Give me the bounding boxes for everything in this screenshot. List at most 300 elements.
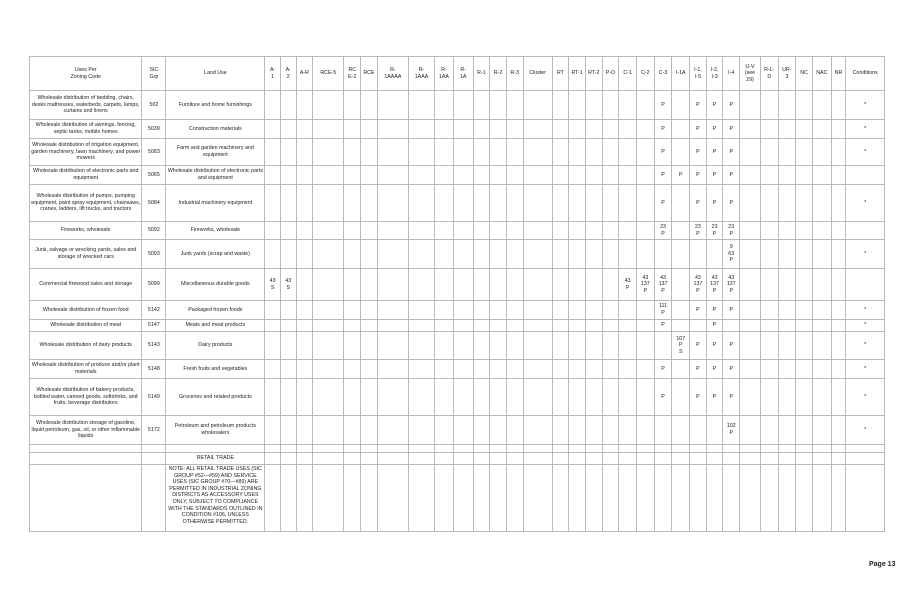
zone-cell	[377, 332, 408, 360]
zone-cell	[313, 301, 344, 320]
zone-cell	[602, 465, 619, 532]
zone-cell	[313, 465, 344, 532]
use-cell	[30, 445, 142, 453]
zone-cell	[831, 120, 846, 139]
zone-cell	[569, 166, 586, 185]
zone-cell	[296, 120, 313, 139]
zone-cell	[473, 360, 490, 379]
zone-cell	[778, 445, 796, 453]
zone-cell: P	[723, 166, 740, 185]
zone-cell	[760, 139, 778, 166]
land-use-cell: NOTE: ALL RETAIL TRADE USES (SIC GROUP #52—#59) AND SERVICE USES (SIC GROUP #70—#89) ARE PERMITTED IN INDUSTRIAL ZONING DISTRICTS AS ACCESSORY USES ONLY, SUBJECT TO COMPLIANCE WITH THE STANDARDS OUTLINED IN CONDITION #106, UNLESS OTHERWISE PERMITTED.	[166, 465, 265, 532]
land-use-cell: Construction materials	[166, 120, 265, 139]
zone-cell: P	[690, 360, 707, 379]
zone-cell	[280, 332, 296, 360]
zone-cell	[361, 301, 378, 320]
zone-cell	[473, 240, 490, 269]
zone-cell	[636, 120, 654, 139]
zone-cell	[760, 332, 778, 360]
zone-cell	[760, 416, 778, 445]
zone-header: Cluster	[523, 57, 552, 91]
zone-cell	[453, 91, 473, 120]
zone-cell	[740, 445, 761, 453]
conditions-cell: *	[846, 332, 885, 360]
zone-cell: 43 137 P	[654, 269, 672, 301]
zone-cell: P	[690, 332, 707, 360]
zone-cell	[361, 120, 378, 139]
zone-cell	[654, 445, 672, 453]
zone-cell	[344, 332, 361, 360]
sic-cell: 5083	[142, 139, 166, 166]
zone-cell	[654, 453, 672, 465]
zone-cell: 43 137 P	[636, 269, 654, 301]
zone-cell: P	[706, 120, 723, 139]
sic-cell	[142, 453, 166, 465]
zone-cell	[760, 445, 778, 453]
zone-header: NR	[831, 57, 846, 91]
zone-cell	[280, 445, 296, 453]
zone-cell	[377, 416, 408, 445]
zone-header: RT-1	[569, 57, 586, 91]
table-row	[30, 360, 885, 379]
zone-cell	[723, 320, 740, 332]
zone-cell	[831, 453, 846, 465]
zone-cell	[265, 120, 281, 139]
zone-cell	[361, 185, 378, 222]
zone-cell	[408, 240, 434, 269]
zone-cell	[723, 445, 740, 453]
zone-cell	[453, 453, 473, 465]
zone-cell: P	[723, 120, 740, 139]
zone-cell	[796, 379, 813, 416]
zone-header: R- 1AA	[435, 57, 454, 91]
zone-cell: P	[723, 360, 740, 379]
zone-cell	[490, 166, 507, 185]
zone-cell	[490, 91, 507, 120]
sic-cell: 5147	[142, 320, 166, 332]
zone-cell	[490, 332, 507, 360]
zone-cell	[506, 222, 523, 240]
zone-cell	[831, 379, 846, 416]
zone-cell	[740, 240, 761, 269]
zone-cell	[523, 269, 552, 301]
zone-cell	[552, 416, 569, 445]
zone-cell	[265, 222, 281, 240]
zone-cell	[831, 185, 846, 222]
zone-cell	[569, 416, 586, 445]
zone-cell	[740, 320, 761, 332]
zone-cell: 43 P	[619, 269, 637, 301]
zone-cell	[585, 465, 602, 532]
zone-cell	[812, 120, 831, 139]
zone-cell	[473, 269, 490, 301]
zone-cell	[523, 301, 552, 320]
zone-cell	[313, 332, 344, 360]
zone-cell: P	[672, 166, 690, 185]
zone-cell	[690, 320, 707, 332]
zone-cell	[552, 222, 569, 240]
zone-cell	[408, 379, 434, 416]
zone-cell	[796, 166, 813, 185]
zone-cell	[473, 185, 490, 222]
zone-cell	[377, 320, 408, 332]
zone-cell	[453, 301, 473, 320]
zone-cell: P	[690, 139, 707, 166]
zone-cell	[344, 120, 361, 139]
zone-cell	[706, 240, 723, 269]
zone-cell	[265, 416, 281, 445]
zone-cell	[690, 465, 707, 532]
zone-cell	[523, 416, 552, 445]
zone-cell	[706, 416, 723, 445]
zone-cell	[619, 301, 637, 320]
sic-cell: 5149	[142, 379, 166, 416]
zone-cell: P	[723, 91, 740, 120]
zone-cell	[490, 222, 507, 240]
zone-cell: P	[654, 166, 672, 185]
zone-cell	[506, 120, 523, 139]
zone-cell	[778, 453, 796, 465]
zone-header: I-2, I-3	[706, 57, 723, 91]
zone-cell	[636, 301, 654, 320]
zone-header: R- 1A	[453, 57, 473, 91]
zone-cell	[636, 332, 654, 360]
zone-cell	[377, 269, 408, 301]
zone-cell	[313, 379, 344, 416]
zone-cell	[636, 166, 654, 185]
zone-cell	[569, 120, 586, 139]
zone-cell	[473, 91, 490, 120]
zone-cell	[377, 445, 408, 453]
zone-cell	[435, 301, 454, 320]
zone-cell: P	[723, 139, 740, 166]
zone-cell	[602, 453, 619, 465]
zone-cell	[435, 185, 454, 222]
conditions-cell	[846, 453, 885, 465]
zone-cell	[831, 139, 846, 166]
zone-cell	[654, 416, 672, 445]
sic-cell: 5092	[142, 222, 166, 240]
zone-cell: P	[706, 332, 723, 360]
sic-cell	[142, 445, 166, 453]
zone-cell	[265, 445, 281, 453]
zone-cell: P	[654, 360, 672, 379]
zone-cell	[453, 465, 473, 532]
zone-cell	[344, 465, 361, 532]
zone-cell	[796, 416, 813, 445]
zone-cell	[344, 301, 361, 320]
zone-cell	[523, 91, 552, 120]
table-row	[30, 222, 885, 240]
zone-cell	[672, 139, 690, 166]
zone-cell	[778, 240, 796, 269]
zone-cell	[265, 240, 281, 269]
zone-cell	[831, 332, 846, 360]
zone-cell	[602, 379, 619, 416]
zone-cell	[619, 139, 637, 166]
zone-cell: P	[690, 166, 707, 185]
zone-cell	[760, 166, 778, 185]
zone-cell	[296, 240, 313, 269]
zone-cell	[296, 320, 313, 332]
zone-cell	[473, 332, 490, 360]
zone-cell	[812, 453, 831, 465]
zone-cell: P	[706, 379, 723, 416]
zone-cell	[490, 120, 507, 139]
zone-header: RC E-2	[344, 57, 361, 91]
zone-cell: P	[706, 301, 723, 320]
zone-cell	[344, 360, 361, 379]
zone-cell: 23 P	[690, 222, 707, 240]
zone-cell	[831, 166, 846, 185]
zone-cell	[296, 222, 313, 240]
zone-cell	[408, 320, 434, 332]
zone-cell: P	[723, 301, 740, 320]
zone-cell	[280, 416, 296, 445]
zone-cell	[453, 185, 473, 222]
zone-cell	[313, 416, 344, 445]
zone-cell	[619, 465, 637, 532]
conditions-cell	[846, 269, 885, 301]
zone-cell: 43 137 P	[706, 269, 723, 301]
zone-cell	[296, 416, 313, 445]
zone-cell	[569, 320, 586, 332]
zone-cell: P	[654, 120, 672, 139]
zone-cell	[619, 166, 637, 185]
zone-cell	[552, 139, 569, 166]
zone-cell	[796, 185, 813, 222]
zone-cell	[619, 379, 637, 416]
zone-cell	[435, 332, 454, 360]
zone-cell	[361, 465, 378, 532]
zone-cell	[523, 320, 552, 332]
use-cell: Junk, salvage or wrecking yards, sales and storage of wrecked cars	[30, 240, 142, 269]
zone-cell	[408, 139, 434, 166]
zone-cell	[377, 91, 408, 120]
sic-cell: 502	[142, 91, 166, 120]
zone-cell	[506, 453, 523, 465]
zone-cell	[377, 301, 408, 320]
zone-cell	[831, 91, 846, 120]
sic-header: SIC Grp	[142, 57, 166, 91]
zone-cell	[778, 269, 796, 301]
zone-cell	[408, 453, 434, 465]
use-cell: Wholesale distribution of irrigation equipment, garden machinery, lawn machinery, and power mowers	[30, 139, 142, 166]
zone-cell	[313, 445, 344, 453]
land-use-cell: Junk yards (scrap and waste)	[166, 240, 265, 269]
zone-cell	[672, 320, 690, 332]
zone-cell	[672, 240, 690, 269]
zone-cell	[672, 416, 690, 445]
zone-header: A- 2	[280, 57, 296, 91]
zone-cell	[569, 139, 586, 166]
table-row	[30, 91, 885, 120]
zone-cell	[654, 332, 672, 360]
zone-header: R- 1AAAA	[377, 57, 408, 91]
zone-cell	[506, 379, 523, 416]
zone-cell: P	[690, 120, 707, 139]
zone-cell	[619, 120, 637, 139]
land-use-cell: Industrial machinery equipment	[166, 185, 265, 222]
zone-cell	[453, 360, 473, 379]
zone-cell	[690, 240, 707, 269]
zone-cell	[796, 240, 813, 269]
zone-cell	[812, 240, 831, 269]
zone-cell	[453, 332, 473, 360]
zone-cell	[569, 453, 586, 465]
land-use-cell: Petroleum and petroleum products wholesalers	[166, 416, 265, 445]
zone-cell	[408, 185, 434, 222]
zone-cell	[602, 240, 619, 269]
uses-header: Uses Per Zoning Code	[30, 57, 142, 91]
zone-cell	[453, 166, 473, 185]
zone-cell	[523, 166, 552, 185]
zone-cell	[812, 445, 831, 453]
zone-cell	[361, 240, 378, 269]
zone-cell	[723, 465, 740, 532]
zone-cell	[344, 453, 361, 465]
zone-cell	[569, 185, 586, 222]
table-row	[30, 301, 885, 320]
use-cell: Wholesale distribution of electronic parts and equipment	[30, 166, 142, 185]
zone-cell	[361, 332, 378, 360]
zone-cell	[453, 139, 473, 166]
zone-cell	[585, 445, 602, 453]
zone-cell	[654, 240, 672, 269]
zone-cell	[619, 416, 637, 445]
zone-cell	[636, 139, 654, 166]
zone-cell	[796, 222, 813, 240]
table-row	[30, 269, 885, 301]
zone-cell	[760, 222, 778, 240]
zone-cell	[280, 91, 296, 120]
zone-cell: 43 S	[265, 269, 281, 301]
zone-cell	[552, 445, 569, 453]
zone-cell	[569, 379, 586, 416]
zone-cell	[636, 360, 654, 379]
zone-cell	[313, 240, 344, 269]
zone-cell	[831, 240, 846, 269]
zone-cell	[585, 91, 602, 120]
zone-cell	[706, 445, 723, 453]
zone-cell	[523, 185, 552, 222]
zone-cell	[812, 379, 831, 416]
zone-header: R-3	[506, 57, 523, 91]
use-cell	[30, 453, 142, 465]
zone-cell	[361, 379, 378, 416]
sic-cell: 5143	[142, 332, 166, 360]
zone-cell	[377, 453, 408, 465]
zone-cell	[760, 465, 778, 532]
zone-cell	[523, 332, 552, 360]
zone-cell	[344, 416, 361, 445]
zone-cell	[280, 240, 296, 269]
zone-cell	[831, 269, 846, 301]
zone-cell	[672, 185, 690, 222]
zone-cell	[296, 379, 313, 416]
zone-cell	[408, 445, 434, 453]
zone-cell	[506, 332, 523, 360]
zone-cell	[569, 240, 586, 269]
zone-cell	[377, 166, 408, 185]
zone-cell	[280, 301, 296, 320]
zone-cell	[552, 91, 569, 120]
sic-cell: 5084	[142, 185, 166, 222]
zone-cell	[265, 185, 281, 222]
zone-cell	[760, 379, 778, 416]
zone-cell: P	[706, 320, 723, 332]
zone-cell: P	[690, 185, 707, 222]
zone-cell	[796, 91, 813, 120]
conditions-cell	[846, 166, 885, 185]
zone-cell	[377, 222, 408, 240]
zone-cell	[280, 379, 296, 416]
zone-cell	[453, 379, 473, 416]
zone-cell	[313, 185, 344, 222]
zone-cell	[552, 332, 569, 360]
zone-cell	[506, 240, 523, 269]
zone-cell	[506, 465, 523, 532]
table-row	[30, 465, 885, 532]
zone-cell	[490, 465, 507, 532]
zone-cell	[602, 222, 619, 240]
zone-cell	[812, 166, 831, 185]
zone-cell	[672, 301, 690, 320]
zone-cell	[585, 185, 602, 222]
table-row	[30, 332, 885, 360]
zone-cell	[473, 301, 490, 320]
zone-cell: P	[706, 360, 723, 379]
zone-cell	[672, 222, 690, 240]
zone-cell	[585, 379, 602, 416]
zone-cell	[473, 416, 490, 445]
zone-cell: P	[690, 91, 707, 120]
zone-cell	[506, 139, 523, 166]
table-row	[30, 185, 885, 222]
zone-cell	[778, 360, 796, 379]
table-row	[30, 166, 885, 185]
zone-cell	[812, 301, 831, 320]
zone-cell	[778, 222, 796, 240]
zone-cell	[490, 445, 507, 453]
zone-cell	[602, 301, 619, 320]
zone-cell	[473, 120, 490, 139]
zone-cell: 111 P	[654, 301, 672, 320]
zone-cell	[569, 269, 586, 301]
zone-cell	[569, 222, 586, 240]
zone-header: A- 1	[265, 57, 281, 91]
table-row	[30, 240, 885, 269]
zone-cell	[778, 379, 796, 416]
zone-cell	[408, 269, 434, 301]
zone-cell	[408, 360, 434, 379]
zone-cell	[296, 360, 313, 379]
zone-cell	[296, 166, 313, 185]
zone-cell	[435, 453, 454, 465]
zone-cell	[619, 320, 637, 332]
zone-cell	[523, 445, 552, 453]
zone-cell	[796, 360, 813, 379]
zone-cell	[473, 445, 490, 453]
zone-cell	[619, 222, 637, 240]
zone-cell	[552, 301, 569, 320]
zone-cell	[435, 139, 454, 166]
zone-cell	[636, 320, 654, 332]
zone-cell	[435, 379, 454, 416]
zone-cell: P	[690, 301, 707, 320]
zone-cell	[585, 320, 602, 332]
zone-cell	[473, 320, 490, 332]
